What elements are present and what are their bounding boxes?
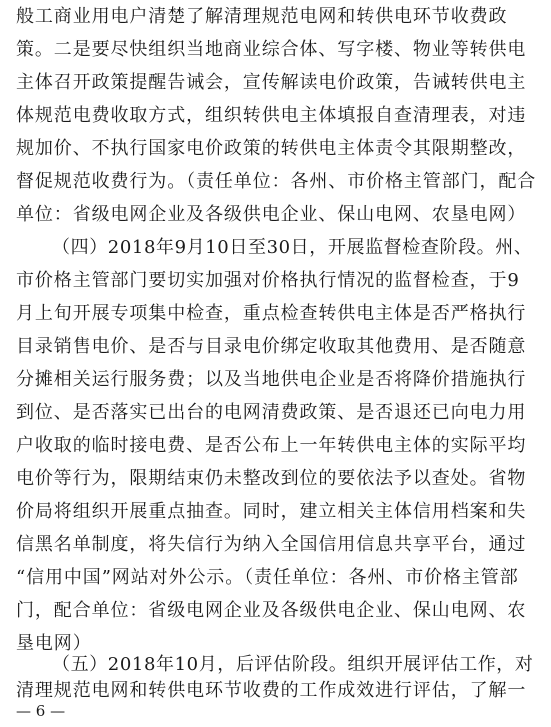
text-line: 目录销售电价、是否与目录电价绑定收取其他费用、是否随意 [16,336,527,357]
text-line: 信黑名单制度，将失信行为纳入全国信用信息共享平台，通过 [16,534,527,555]
text-line: 策。二是要尽快组织当地商业综合体、写字楼、物业等转供电 [16,39,527,60]
text-line: 电价等行为，限期结束仍未整改到位的要依法予以查处。省物 [16,468,527,489]
text-line: 规加价、不执行国家电价政策的转供电主体责令其限期整改， [16,138,527,159]
text-line: 门，配合单位：省级电网企业及各级供电企业、保山电网、农 [16,600,527,621]
text-line: 价局将组织开展重点抽查。同时，建立相关主体信用档案和失 [16,501,527,522]
text-line: 督促规范收费行为。（责任单位：各州、市价格主管部门，配合 [16,171,537,192]
text-line: 单位：省级电网企业及各级供电企业、保山电网、农垦电网） [16,204,527,225]
text-line: 体规范电费收取方式，组织转供电主体填报自查清理表，对违 [16,105,527,126]
text-line: 月上旬开展专项集中检查，重点检查转供电主体是否严格执行 [16,303,527,324]
text-line: “信用中国”网站对外公示。（责任单位：各州、市价格主管部 [16,567,519,588]
section-heading-line: （五）2018年10月，后评估阶段。组织开展评估工作，对 [52,654,534,675]
text-line: 到位、是否落实已出台的电网清费政策、是否退还已向电力用 [16,402,527,423]
section-heading-line: （四）2018年9月10日至30日，开展监督检查阶段。州、 [52,237,533,258]
text-line: 主体召开政策提醒告诫会，宣传解读电价政策，告诫转供电主 [16,72,527,93]
text-line: 清理规范电网和转供电环节收费的工作成效进行评估，了解一 [16,680,527,701]
text-line: 分摊相关运行服务费；以及当地供电企业是否将降价措施执行 [16,369,527,390]
page-number: — 6 — [16,702,66,720]
text-line: 户收取的临时接电费、是否公布上一年转供电主体的实际平均 [16,435,527,456]
text-line: 般工商业用电户清楚了解清理规范电网和转供电环节收费政 [16,6,508,27]
text-line: 市价格主管部门要切实加强对价格执行情况的监督检查，于9 [16,270,520,291]
text-line: 垦电网） [16,633,92,654]
